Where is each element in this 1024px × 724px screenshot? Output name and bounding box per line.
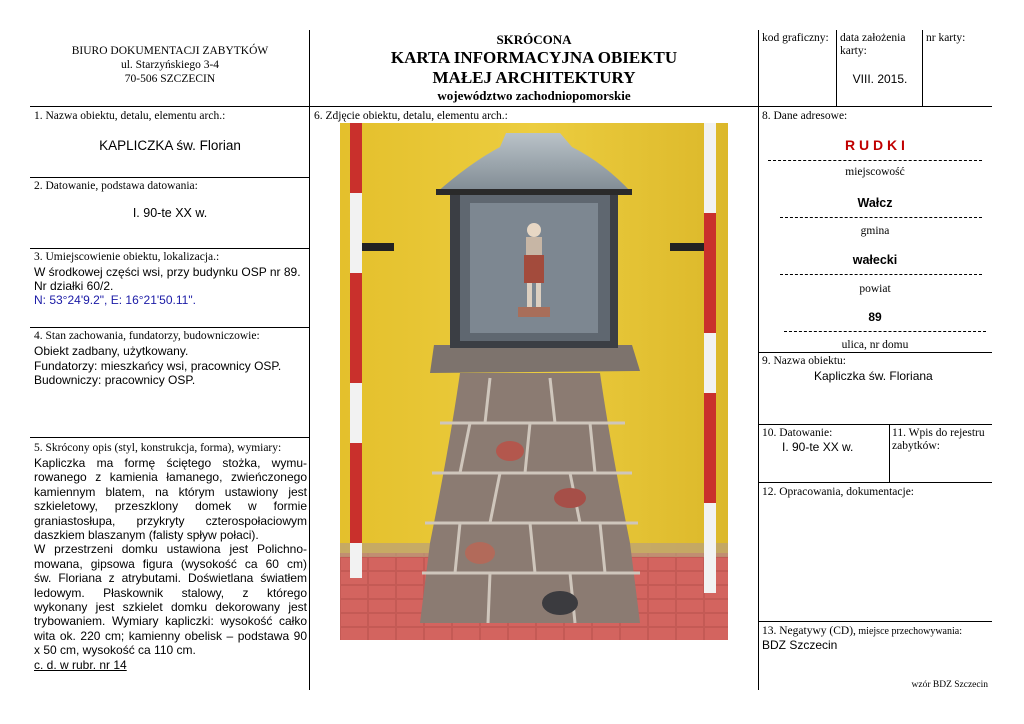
f8-gmina-rule — [780, 217, 982, 218]
field5-line: św. Floriana z atrybutami. Doświetlana światłem — [34, 571, 307, 586]
rule-v-left-header — [309, 30, 310, 690]
f8-powiat: wałecki — [852, 253, 898, 267]
field3-label: 3. Umiejscowienie obiektu, lokalizacja.: — [34, 251, 220, 263]
rule-h-f1 — [30, 177, 310, 178]
title-line3: MAŁEJ ARCHITEKTURY — [432, 68, 636, 87]
office-city: 70-506 SZCZECIN — [124, 73, 216, 85]
field5-line: daszkiem blaszanym (falisty spływ połaci). — [34, 528, 259, 543]
kod-graficzny-label: kod graficzny: — [762, 32, 829, 44]
field13-label-main: 13. Negatywy (CD), — [762, 625, 856, 637]
data-zalozenia-value: VIII. 2015. — [852, 72, 908, 86]
field5-line: rowanego z kamienia łamanego, zwieńczonego — [34, 470, 307, 485]
f8-powiat-caption: powiat — [859, 283, 891, 295]
field5-description — [34, 456, 307, 658]
field5-line: ledowym. Płaskownik stalowy, z którego — [34, 585, 307, 600]
field5-continuation-ref: c. d. w rubr. nr 14 — [34, 658, 127, 672]
field4-line2: Fundatorzy: mieszkańcy wsi, pracownicy OSP. — [34, 358, 282, 373]
f8-gmina: Wałcz — [857, 196, 893, 210]
field4-value — [34, 344, 308, 388]
field5-line: W przestrzeni domku ustawiona jest Polichno- — [34, 542, 307, 557]
title-line2: KARTA INFORMACYJNA OBIEKTU — [390, 48, 678, 67]
f8-house-number: 89 — [868, 310, 882, 324]
f8-locality: R U D K I — [845, 137, 905, 153]
footer-note: wzór BDZ Szczecin — [911, 680, 988, 690]
field10-value: I. 90-te XX w. — [782, 440, 854, 454]
rule-v-f10-f11 — [889, 424, 890, 482]
field2-value: I. 90-te XX w. — [132, 206, 208, 220]
field3-value — [34, 265, 308, 307]
rule-h-f12 — [758, 621, 992, 622]
field4-label: 4. Stan zachowania, fundatorzy, budowniczowie: — [34, 330, 260, 342]
f8-locality-rule — [768, 160, 982, 161]
rule-h-f8 — [758, 352, 992, 353]
field3-coordinates: N: 53°24'9.2", E: 16°21'50.11". — [34, 293, 196, 307]
field12-label: 12. Opracowania, dokumentacje: — [762, 486, 914, 498]
office-name: BIURO DOKUMENTACJI ZABYTKÓW — [71, 45, 269, 57]
field13-label — [762, 625, 992, 638]
rule-h-f3 — [30, 327, 310, 328]
field3-line2: Nr działki 60/2. — [34, 279, 114, 293]
card-title — [310, 32, 758, 104]
field6-label: 6. Zdjęcie obiektu, detalu, elementu arch.: — [314, 110, 508, 122]
field5-line: graniastosłupa, przykryty czterospołaciowym — [34, 513, 307, 528]
field9-value: Kapliczka św. Floriana — [814, 369, 933, 383]
field5-line: kamiennym blatem, na którym ustawiony jest — [34, 484, 307, 499]
object-photo — [340, 123, 728, 640]
field1-label: 1. Nazwa obiektu, detalu, elementu arch.: — [34, 110, 226, 122]
rule-h-f2 — [30, 248, 310, 249]
office-street: ul. Starzyńskiego 3-4 — [120, 59, 220, 71]
field10-label: 10. Datowanie: — [762, 427, 833, 439]
field5-line: x 50 cm, wysokość ca 110 cm. — [34, 643, 196, 658]
office-address — [30, 44, 310, 86]
nr-karty-label: nr karty: — [926, 32, 966, 44]
rule-v-data — [922, 30, 923, 106]
title-line1: SKRÓCONA — [496, 32, 572, 47]
field11-label: 11. Wpis do rejestru zabytków: — [892, 427, 985, 452]
field5-line: trybowaniem. Wymiary kapliczki: wysokość całko — [34, 614, 307, 629]
field5-line: wykonany jest szkielet domku dekorowany jest — [34, 600, 307, 615]
field5-line: Kapliczka ma formę ściętego stożka, wymu- — [34, 456, 307, 470]
field1-value: KAPLICZKA św. Florian — [99, 138, 241, 153]
rule-h-f4 — [30, 437, 310, 438]
data-zalozenia-label: data założenia karty: — [840, 32, 906, 57]
rule-v-kod — [836, 30, 837, 106]
field5-line: wita ok. 220 cm; kamienny obelisk – podstawa 90 — [34, 628, 307, 643]
f8-house-number-rule — [784, 331, 986, 332]
field4-line1: Obiekt zadbany, użytkowany. — [34, 344, 189, 358]
rule-h-header — [30, 106, 992, 107]
title-line4: województwo zachodniopomorskie — [437, 88, 631, 103]
field4-line3: Budowniczy: pracownicy OSP. — [34, 373, 196, 387]
field13-label-small: miejsce przechowywania: — [855, 626, 962, 637]
field2-label: 2. Datowanie, podstawa datowania: — [34, 180, 198, 192]
field3-line1: W środkowej części wsi, przy budynku OSP nr 89. — [34, 265, 301, 279]
rule-h-f10 — [758, 482, 992, 483]
f8-powiat-rule — [780, 274, 982, 275]
rule-v-right-section — [758, 30, 759, 690]
f8-gmina-caption: gmina — [860, 225, 890, 237]
f8-locality-caption: miejscowość — [845, 166, 905, 178]
field5-line: szkieletowy, przeszklony domek w formie — [34, 499, 307, 514]
f8-house-number-caption: ulica, nr domu — [841, 339, 909, 351]
field8-label: 8. Dane adresowe: — [762, 110, 848, 122]
field13-value: BDZ Szczecin — [762, 638, 838, 652]
field5-label: 5. Skrócony opis (styl, konstrukcja, forma), wymiary: — [34, 442, 282, 454]
rule-h-f9 — [758, 424, 992, 425]
field9-label: 9. Nazwa obiektu: — [762, 355, 846, 367]
field5-line: mowana, gipsowa figura (wysokość ca 60 cm) — [34, 556, 307, 571]
